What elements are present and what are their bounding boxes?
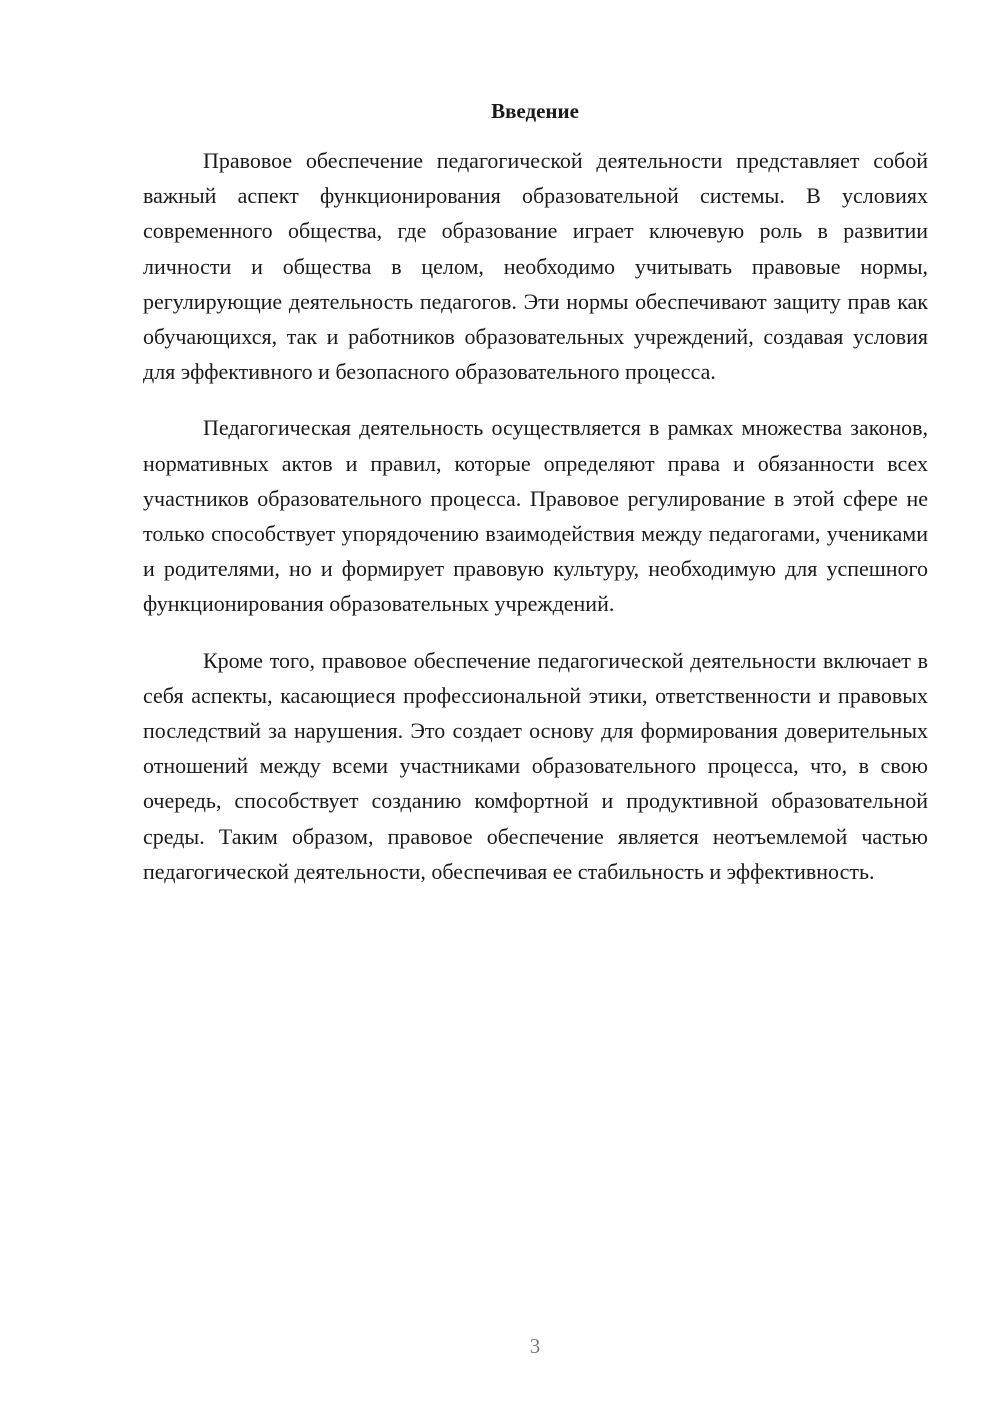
paragraph-2: Педагогическая деятельность осуществляется в рамках множества законов, нормативных актов и правил, которые определяют права и обязанности всех участников образовательного процесса. Правовое регулирование в этой сфере не только способствует упорядочению взаимодействия между педагогами, учениками и родителями, но и формирует правовую культуру, необходимую для успешного функционирования образовательных учреждений. (143, 415, 928, 617)
paragraph-3: Кроме того, правовое обеспечение педагогической деятельности включает в себя аспекты, касающиеся профессиональной этики, ответственности и правовых последствий за нарушения. Это создает основу для формирования доверительных отношений между всеми участниками образовательного процесса, что, в свою очередь, способствует созданию комфортной и продуктивной образовательной среды. Таким образом, правовое обеспечение является неотъемлемой частью педагогической деятельности, обеспечивая ее стабильность и эффективность. (143, 647, 928, 884)
page-title: Введение (491, 99, 579, 123)
paragraph-1: Правовое обеспечение педагогической деятельности представляет собой важный аспект функционирования образовательной системы. В условиях современного общества, где образование играет ключевую роль в развитии личности и общества в целом, необходимо учитывать правовые нормы, регулирующие деятельность педагогов. Эти нормы обеспечивают защиту прав как обучающихся, так и работников образовательных учреждений, создавая условия для эффективного и безопасного образовательного процесса. (143, 148, 928, 385)
document-body (143, 143, 928, 910)
page-number: 3 (529, 1334, 541, 1358)
